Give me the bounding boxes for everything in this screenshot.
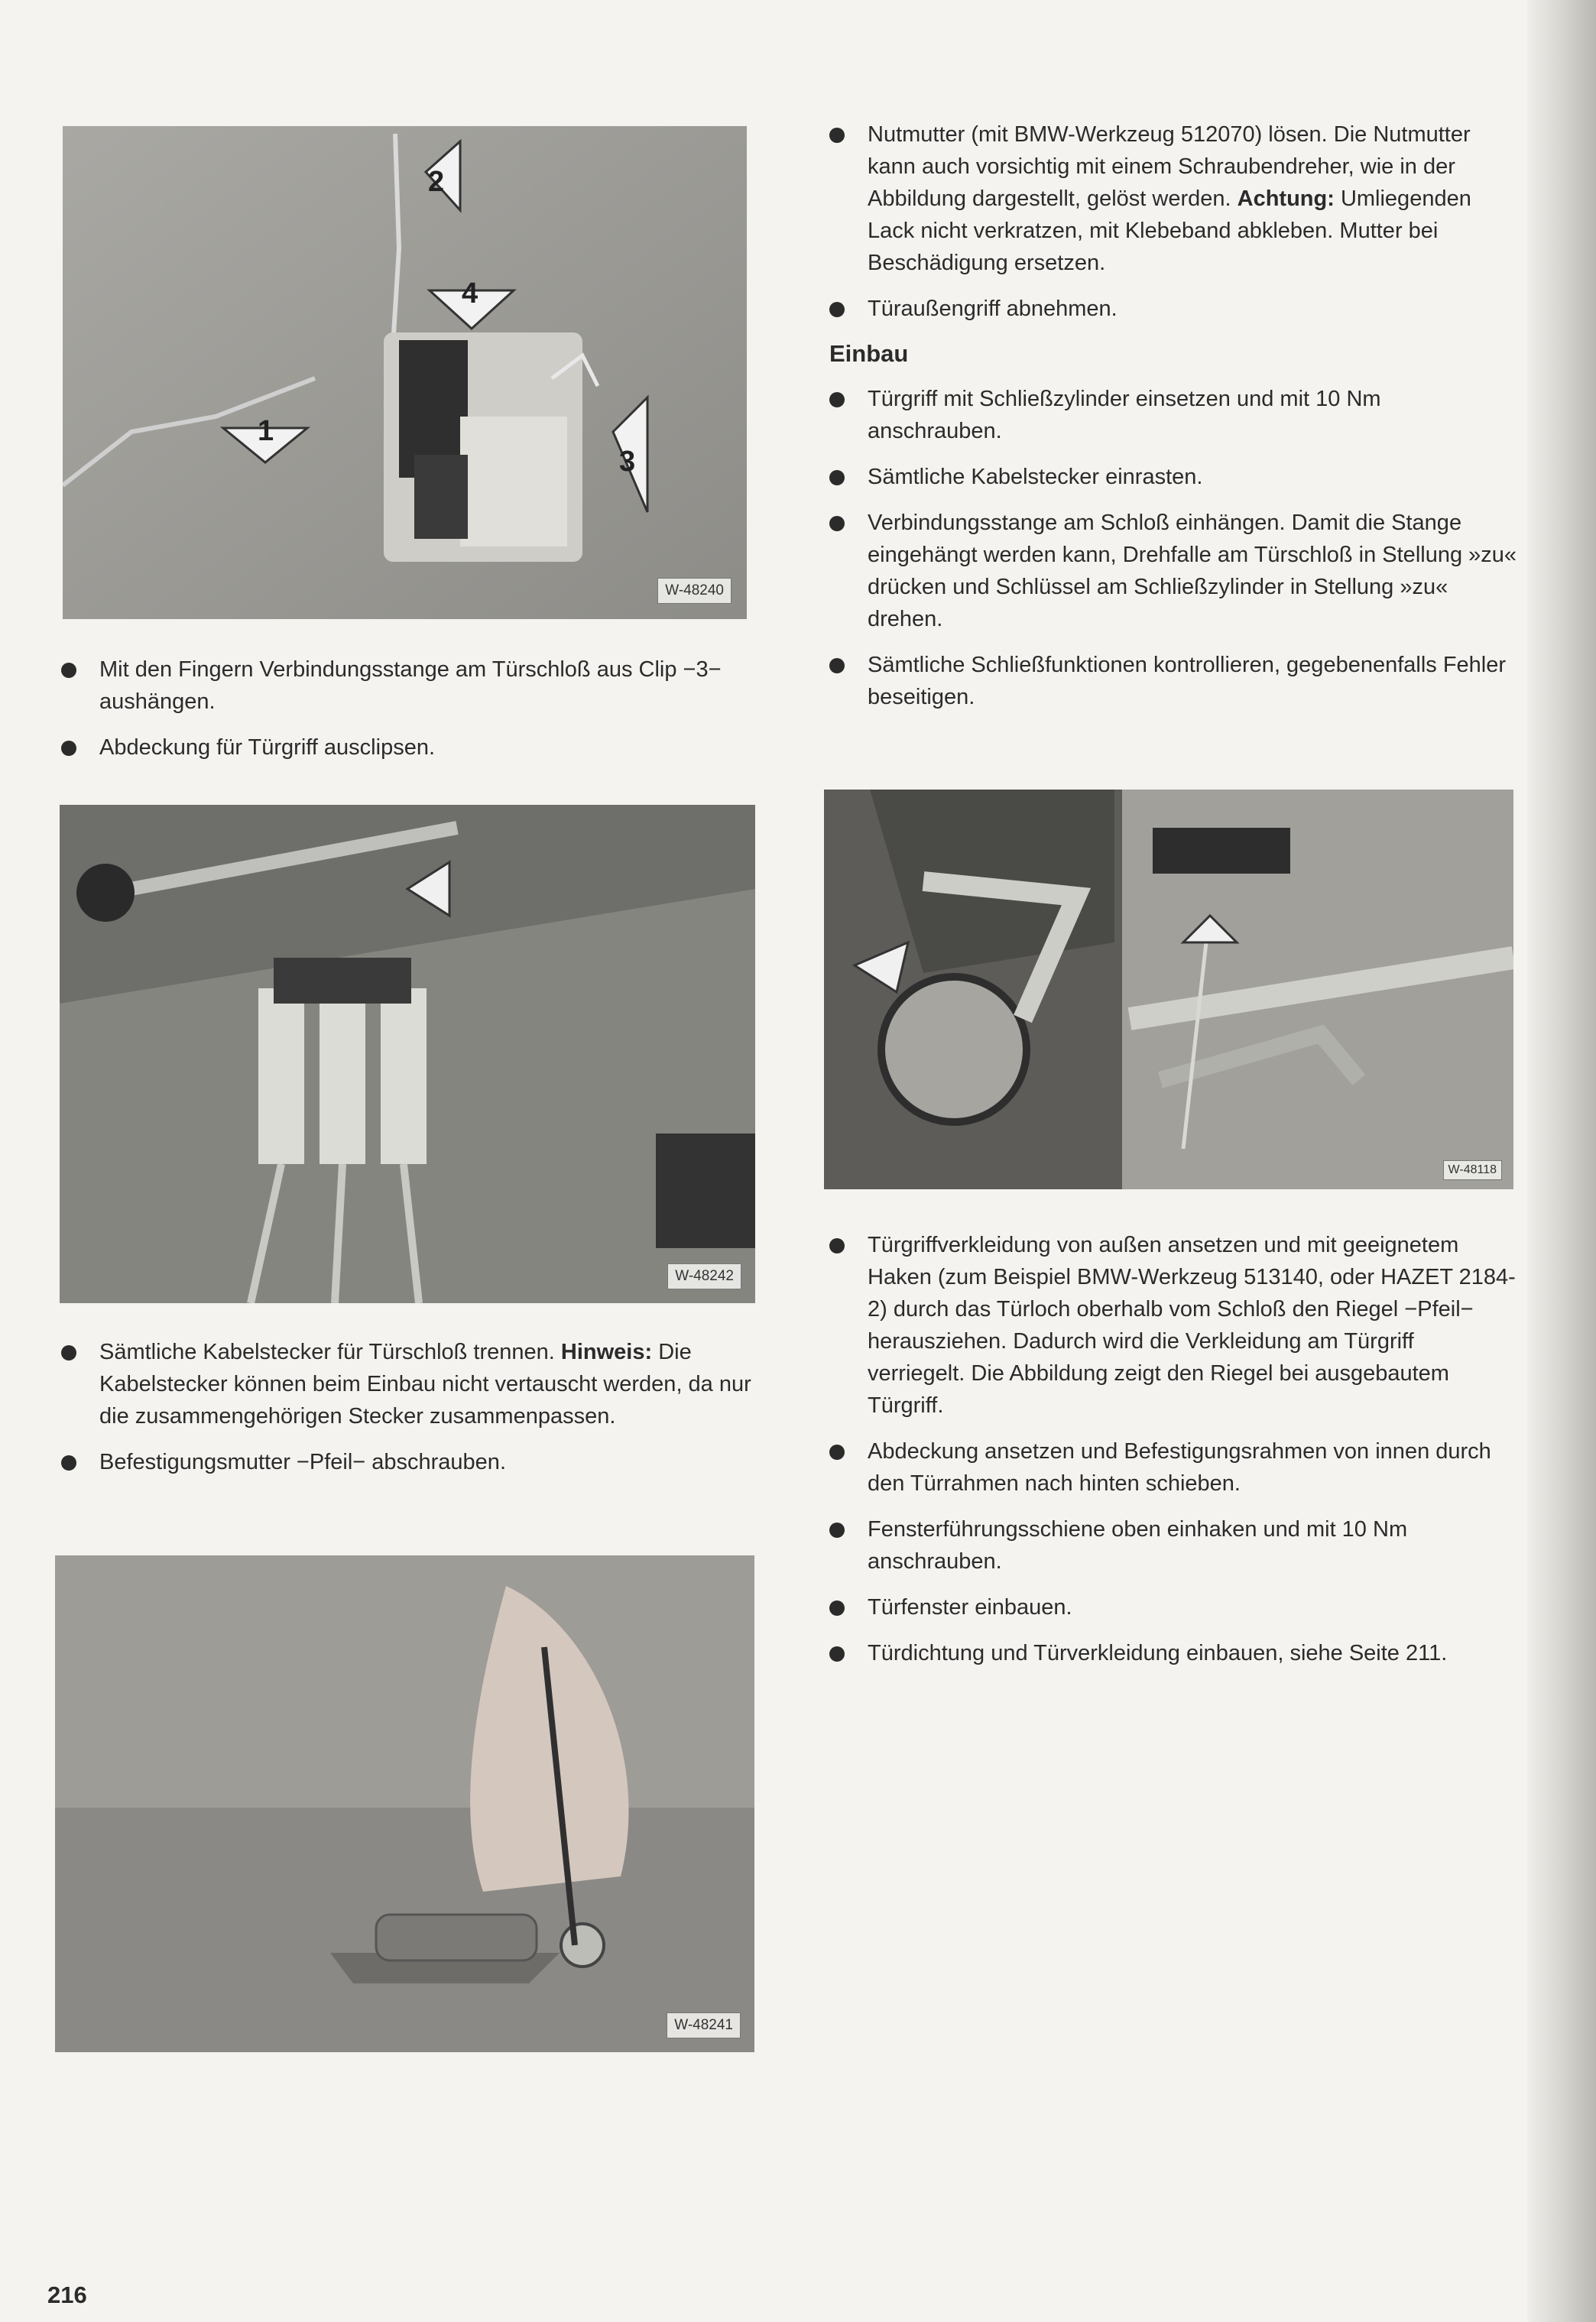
list-item bbox=[829, 293, 1517, 325]
right-text-block-1 bbox=[829, 118, 1517, 727]
list-item bbox=[61, 731, 753, 764]
bullet-icon bbox=[829, 1600, 845, 1616]
bullet-icon bbox=[829, 1238, 845, 1253]
item-text: Sämtliche Kabelstecker für Türschloß trennen. Hinweis: Die Kabelstecker können beim Einbau nicht vertauscht werden, da nur die zusammengehörigen Stecker zusammenpassen. bbox=[99, 1340, 751, 1429]
bullet-icon bbox=[829, 516, 845, 531]
item-text: Befestigungsmutter −Pfeil− abschrauben. bbox=[99, 1450, 506, 1474]
photo-code: W-48240 bbox=[657, 578, 732, 604]
item-text: Mit den Fingern Verbindungsstange am Türschloß aus Clip −3− aushängen. bbox=[99, 657, 722, 714]
list-item bbox=[829, 1637, 1517, 1669]
list-item bbox=[829, 1229, 1517, 1422]
item-text: Türdichtung und Türverkleidung einbauen, siehe Seite 211. bbox=[868, 1641, 1448, 1665]
list-item bbox=[61, 1336, 753, 1432]
bullet-icon bbox=[61, 1345, 76, 1360]
list-item bbox=[829, 118, 1517, 279]
photo-code: W-48118 bbox=[1443, 1160, 1502, 1180]
photo-latch-detail bbox=[824, 790, 1513, 1189]
item-text: Verbindungsstange am Schloß einhängen. Damit die Stange eingehängt werden kann, Drehfalle am Türschloß in Stellung »zu« drücken und Schlüssel am Schließzylinder in Stellung »zu« drehen. bbox=[868, 511, 1517, 631]
hinweis-label: Hinweis: bbox=[560, 1340, 653, 1364]
item-text: Sämtliche Kabelstecker einrasten. bbox=[868, 465, 1203, 489]
item-text: Abdeckung für Türgriff ausclipsen. bbox=[99, 735, 436, 760]
left-text-block-2 bbox=[61, 1336, 753, 1492]
callout-3: 3 bbox=[619, 446, 636, 478]
photo-cable-connectors bbox=[60, 805, 755, 1303]
list-item bbox=[829, 1591, 1517, 1623]
list-item bbox=[61, 653, 753, 718]
callout-2: 2 bbox=[428, 166, 445, 198]
item-text: Türgriff mit Schließzylinder einsetzen und mit 10 Nm anschrauben. bbox=[868, 387, 1381, 443]
bullet-icon bbox=[829, 1646, 845, 1662]
list-item bbox=[829, 507, 1517, 635]
list-item bbox=[829, 1435, 1517, 1500]
bullet-icon bbox=[829, 392, 845, 407]
photo-handle-removal bbox=[55, 1555, 754, 2052]
item-text: Fensterführungsschiene oben einhaken und mit 10 Nm anschrauben. bbox=[868, 1517, 1408, 1574]
list-item bbox=[829, 1513, 1517, 1578]
bullet-icon bbox=[61, 663, 76, 678]
bullet-icon bbox=[829, 1445, 845, 1460]
item-text: Nutmutter (mit BMW-Werkzeug 512070) lösen. Die Nutmutter kann auch vorsichtig mit einem Schraubendreher, wie in der Abbildung dargestellt, gelöst werden. Achtung: Umliegenden Lack nicht verkratzen, mit Klebeband abkleben. Mutter bei Beschädigung ersetzen. bbox=[868, 122, 1471, 275]
list-item bbox=[829, 461, 1517, 493]
right-text-block-2 bbox=[829, 1229, 1517, 1683]
callout-1: 1 bbox=[258, 415, 274, 447]
photo-lock-mechanism bbox=[63, 126, 747, 619]
bullet-icon bbox=[829, 128, 845, 143]
item-text: Türfenster einbauen. bbox=[868, 1595, 1072, 1620]
item-text: Abdeckung ansetzen und Befestigungsrahmen von innen durch den Türrahmen nach hinten schieben. bbox=[868, 1439, 1491, 1496]
item-text: Türaußengriff abnehmen. bbox=[868, 297, 1118, 321]
bullet-icon bbox=[829, 658, 845, 673]
list-item bbox=[829, 383, 1517, 447]
bullet-icon bbox=[829, 302, 845, 317]
bullet-icon bbox=[61, 1455, 76, 1471]
item-text: Sämtliche Schließfunktionen kontrollieren, gegebenenfalls Fehler beseitigen. bbox=[868, 653, 1507, 709]
left-text-block-1 bbox=[61, 653, 753, 777]
list-item bbox=[829, 649, 1517, 713]
bullet-icon bbox=[61, 741, 76, 756]
bullet-icon bbox=[829, 1523, 845, 1538]
achtung-label: Achtung: bbox=[1237, 186, 1335, 211]
list-item bbox=[61, 1446, 753, 1478]
photo-code: W-48241 bbox=[667, 2012, 741, 2038]
photo-code: W-48242 bbox=[667, 1263, 741, 1289]
item-text: Türgriffverkleidung von außen ansetzen und mit geeignetem Haken (zum Beispiel BMW-Werkzeug 513140, oder HAZET 2184-2) durch das Türloch oberhalb vom Schloß den Riegel −Pfeil− herausziehen. Dadurch wird die Verkleidung am Türgriff verriegelt. Die Abbildung zeigt den Riegel bei ausgebautem Türgriff. bbox=[868, 1233, 1516, 1418]
page-number: 216 bbox=[47, 2281, 87, 2308]
callout-4: 4 bbox=[462, 277, 478, 310]
section-heading-einbau: Einbau bbox=[829, 340, 909, 367]
page-edge-shadow bbox=[1527, 0, 1596, 2322]
bullet-icon bbox=[829, 470, 845, 485]
